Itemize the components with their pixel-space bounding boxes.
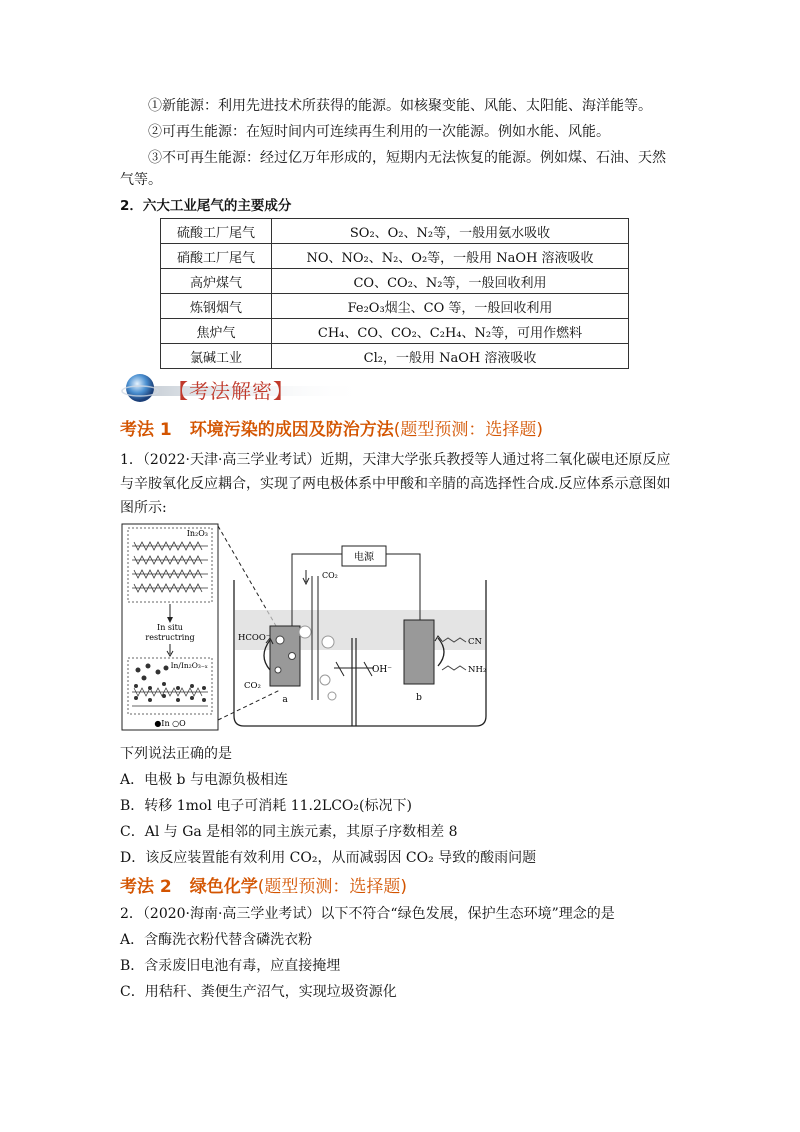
industrial-gas-table	[160, 218, 629, 369]
table-cell-content: CO、CO₂、N₂等，一般回收利用	[272, 269, 629, 294]
q1-option-a: A．电极 b 与电源负极相连	[120, 772, 288, 788]
table-cell-source: 硝酸工厂尾气	[161, 244, 272, 269]
label-in2o3: In₂O₃	[186, 529, 208, 538]
table-row	[161, 219, 629, 244]
section1-heading	[120, 415, 543, 440]
table-cell-source: 焦炉气	[161, 319, 272, 344]
section1-title: 环境污染的成因及防治方法	[189, 420, 394, 440]
label-cn: CN	[468, 637, 482, 647]
table-row	[161, 344, 629, 369]
table-cell-source: 高炉煤气	[161, 269, 272, 294]
table-cell-content: CH₄、CO、CO₂、C₂H₄、N₂等，可用作燃料	[272, 319, 629, 344]
energy-item-new: ①新能源：利用先进技术所获得的能源。如核聚变能、风能、太阳能、海洋能等。	[148, 98, 652, 114]
table-row	[161, 244, 629, 269]
label-insitu1: In situ	[157, 623, 183, 632]
label-insitu2: restructring	[145, 633, 195, 642]
table-cell-content: Cl₂，一般用 NaOH 溶液吸收	[272, 344, 629, 369]
energy-item-nonrenewable-cont: 气等。	[120, 172, 162, 188]
label-legend: ●In ○O	[154, 719, 186, 728]
section2-heading	[120, 872, 407, 897]
electrolysis-diagram	[120, 520, 498, 736]
table-cell-source: 氯碱工业	[161, 344, 272, 369]
energy-item-renewable: ②可再生能源：在短时间内可连续再生利用的一次能源。例如水能、风能。	[148, 124, 610, 140]
table-cell-content: NO、NO₂、N₂、O₂等，一般用 NaOH 溶液吸收	[272, 244, 629, 269]
globe-icon	[126, 374, 154, 402]
table-cell-source: 炼钢烟气	[161, 294, 272, 319]
q2-option-a: A．含酶洗衣粉代替含磷洗衣粉	[120, 932, 313, 948]
q1-option-d: D．该反应装置能有效利用 CO₂，从而减弱因 CO₂ 导致的酸雨问题	[120, 850, 537, 866]
inset-top-box	[128, 528, 212, 602]
table-cell-content: Fe₂O₃烟尘、CO 等，一般回收利用	[272, 294, 629, 319]
section1-label: 考法 1	[120, 420, 172, 440]
q1-prompt: 下列说法正确的是	[120, 746, 232, 762]
q1-option-c: C．Al 与 Ga 是相邻的同主族元素，其原子序数相差 8	[120, 824, 458, 840]
label-b: b	[416, 693, 422, 703]
label-oh: OH⁻	[372, 665, 392, 675]
q1-stem-line2: 与辛胺氧化反应耦合，实现了两电极体系中甲酸和辛腈的高选择性合成.反应体系示意图如	[120, 476, 671, 492]
table-row	[161, 319, 629, 344]
label-power: 电源	[354, 552, 374, 563]
energy-item-nonrenewable: ③不可再生能源：经过亿万年形成的，短期内无法恢复的能源。例如煤、石油、天然	[148, 150, 666, 166]
label-co2-top: CO₂	[322, 571, 338, 580]
label-nh2: NH₂	[468, 665, 487, 675]
electrode-b	[404, 620, 434, 684]
q1-option-b: B．转移 1mol 电子可消耗 11.2LCO₂(标况下)	[120, 798, 412, 814]
table-row	[161, 294, 629, 319]
section2-type: (题型预测：选择题)	[257, 877, 408, 897]
section2-title: 绿色化学	[189, 877, 258, 897]
section2-label: 考法 2	[120, 877, 172, 897]
table-row	[161, 269, 629, 294]
section1-type: (题型预测：选择题)	[393, 420, 544, 440]
q2-stem: 2．（2020·海南·高三学业考试）以下不符合“绿色发展，保护生态环境”理念的是	[120, 906, 615, 922]
banner-title: 【考法解密】	[168, 379, 294, 403]
lattice-top	[132, 542, 208, 592]
table-cell-content: SO₂、O₂、N₂等，一般用氨水吸收	[272, 219, 629, 244]
q1-stem-line1: 1．（2022·天津·高三学业考试）近期，天津大学张兵教授等人通过将二氧化碳电还原反应	[120, 452, 671, 468]
q1-stem-line3: 图所示:	[120, 500, 167, 516]
heading-industrial-gas: 2．六大工业尾气的主要成分	[120, 198, 292, 214]
lattice-bottom-bonds	[132, 688, 208, 706]
label-hcoo: HCOO⁻	[238, 633, 271, 643]
label-a: a	[282, 695, 288, 705]
q2-option-c: C．用秸秆、粪便生产沼气，实现垃圾资源化	[120, 984, 397, 1000]
table-cell-source: 硫酸工厂尾气	[161, 219, 272, 244]
label-co2-low: CO₂	[244, 681, 261, 691]
label-in-in2o3x: In/In₂O₃₋ₓ	[170, 661, 208, 670]
q2-option-b: B．含汞废旧电池有毒，应直接掩埋	[120, 958, 341, 974]
